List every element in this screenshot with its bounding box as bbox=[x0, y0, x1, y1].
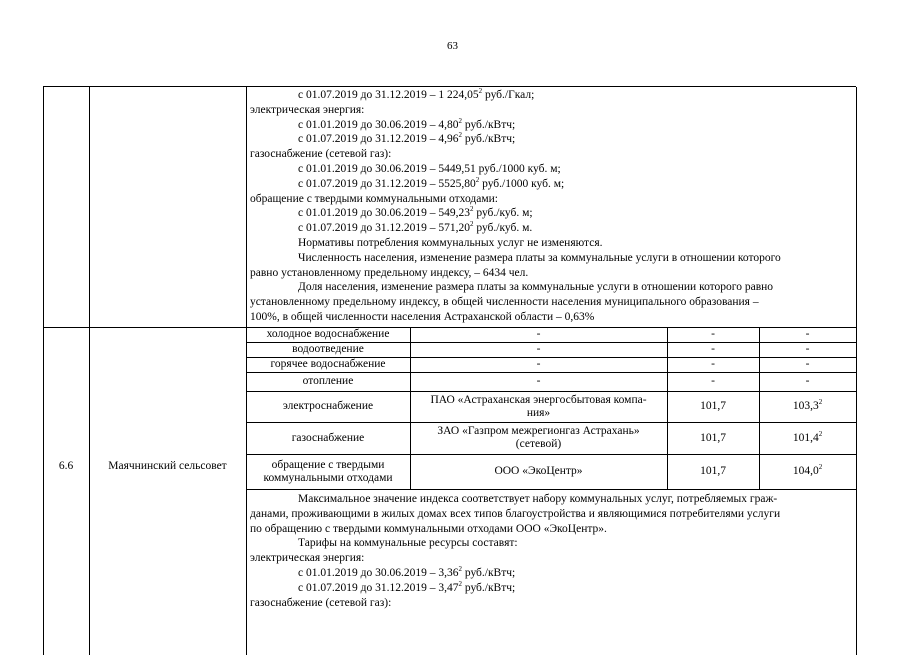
top-block-line-text: с 01.07.2019 до 31.12.2019 – 4,96 bbox=[298, 133, 459, 146]
service-supplier-text: - bbox=[536, 358, 541, 370]
service-index-value bbox=[667, 358, 759, 371]
service-max-index-value-text: - bbox=[805, 343, 810, 355]
service-supplier-text: ПАО «Астраханская энергосбытовая компа- bbox=[430, 393, 647, 406]
service-name-text: отопление bbox=[302, 375, 354, 387]
bottom-block-line bbox=[298, 536, 518, 550]
footnote-marker: 2 bbox=[469, 220, 474, 229]
bottom-block-line-text: с 01.01.2019 до 30.06.2019 – 3,36 bbox=[298, 567, 459, 579]
footnote-marker: 2 bbox=[475, 175, 480, 184]
top-block-line bbox=[298, 206, 533, 220]
bottom-block-line bbox=[250, 596, 391, 610]
service-max-index-value bbox=[759, 429, 856, 445]
service-max-index-value bbox=[759, 375, 856, 388]
bottom-block-line-unit: руб./кВтч; bbox=[461, 567, 516, 579]
top-block-line bbox=[298, 118, 515, 132]
service-index-value bbox=[667, 343, 759, 356]
top-block-line-text: с 01.07.2019 до 31.12.2019 – 5525,80 bbox=[298, 177, 476, 190]
bottom-block-line bbox=[250, 522, 607, 536]
top-block-line bbox=[250, 192, 498, 206]
service-supplier-text: (сетевой) bbox=[515, 438, 562, 450]
service-index-value bbox=[667, 328, 759, 341]
service-supplier bbox=[410, 394, 667, 420]
top-block-line bbox=[298, 88, 534, 102]
top-block-line-unit: руб./кВтч; bbox=[461, 133, 516, 146]
top-block-line-text: установленному предельному индексу, в общей численности населения муниципального образования – bbox=[250, 296, 759, 309]
top-block-line-text: обращение с твердыми коммунальными отходами: bbox=[250, 192, 498, 205]
service-supplier-text: ния» bbox=[526, 406, 551, 419]
service-name-text: газоснабжение bbox=[291, 431, 365, 444]
bottom-block-line-text: Тарифы на коммунальные ресурсы составят: bbox=[298, 537, 518, 550]
top-block-line-unit: руб./куб. м; bbox=[473, 207, 533, 220]
service-supplier-text: - bbox=[536, 328, 541, 340]
service-name bbox=[246, 400, 410, 413]
top-block-line-text: с 01.07.2019 до 31.12.2019 – 571,20 bbox=[298, 222, 470, 235]
service-name bbox=[246, 459, 410, 485]
top-block-line bbox=[250, 295, 759, 309]
top-block-line-text: с 01.07.2019 до 31.12.2019 – 1 224,05 bbox=[298, 89, 479, 101]
page-number: 63 bbox=[447, 40, 458, 52]
top-block-line bbox=[298, 162, 561, 176]
footnote-marker: 2 bbox=[469, 205, 474, 214]
service-supplier bbox=[410, 343, 667, 356]
service-max-index-value bbox=[759, 343, 856, 356]
bottom-block-line bbox=[250, 551, 364, 565]
top-block-line bbox=[298, 177, 564, 191]
footnote-marker: 2 bbox=[818, 429, 823, 438]
top-block-line-unit: руб./кВтч; bbox=[461, 118, 516, 131]
service-name-text: холодное водоснабжение bbox=[266, 328, 390, 340]
service-name-text: горячее водоснабжение bbox=[270, 358, 386, 370]
top-block-line-text: с 01.01.2019 до 30.06.2019 – 4,80 bbox=[298, 118, 459, 131]
top-block-line-text: с 01.01.2019 до 30.06.2019 – 5449,51 руб./1000 куб. м; bbox=[298, 163, 561, 175]
top-block-line bbox=[298, 280, 773, 294]
top-block-line bbox=[250, 147, 391, 161]
service-name bbox=[246, 432, 410, 445]
bottom-block-line-text: электрическая энергия: bbox=[250, 552, 365, 565]
top-block-line-unit: руб./куб. м. bbox=[473, 222, 533, 235]
service-max-index-value-text: 101,4$^2$ bbox=[792, 429, 823, 444]
top-block-line bbox=[298, 251, 781, 265]
footnote-marker: 2 bbox=[818, 463, 823, 472]
top-block-line-text: Доля населения, изменение размера платы за коммунальные услуги в отношении которого равно bbox=[298, 281, 774, 294]
bottom-block-line-text: Максимальное значение индекса соответствует набору коммунальных услуг, потребляемых граж- bbox=[298, 493, 778, 505]
service-name bbox=[246, 343, 410, 356]
top-block-line-text: Нормативы потребления коммунальных услуг не изменяются. bbox=[298, 237, 603, 249]
service-supplier-text: ООО «ЭкоЦентр» bbox=[494, 465, 583, 477]
service-max-index-value-text: - bbox=[805, 328, 810, 340]
service-index-value-text: - bbox=[711, 328, 715, 340]
service-index-value bbox=[667, 432, 759, 445]
top-block-line bbox=[250, 310, 594, 324]
service-name-text: обращение с твердыми bbox=[271, 458, 385, 471]
footnote-marker: 2 bbox=[818, 398, 823, 407]
service-max-index-value bbox=[759, 400, 856, 413]
row-number: 6.6 bbox=[58, 460, 74, 472]
service-index-value-text: 101,7 bbox=[700, 465, 726, 477]
top-block-line bbox=[298, 236, 603, 250]
service-index-value bbox=[667, 400, 759, 413]
bottom-block-line-unit: руб./кВтч; bbox=[461, 581, 516, 594]
service-index-value bbox=[667, 375, 759, 388]
bottom-block-line-text: с 01.07.2019 до 31.12.2019 – 3,47 bbox=[298, 581, 459, 594]
service-max-index-value bbox=[759, 328, 856, 341]
bottom-block-line bbox=[298, 581, 515, 595]
top-block-line-text: электрическая энергия: bbox=[250, 103, 365, 116]
top-block-line bbox=[298, 132, 515, 146]
service-max-index-value-text: - bbox=[805, 358, 810, 370]
top-block-line bbox=[250, 103, 364, 117]
service-supplier-text: ЗАО «Газпром межрегионгаз Астрахань» bbox=[437, 425, 640, 437]
service-supplier-text: - bbox=[536, 343, 541, 355]
service-supplier-text: - bbox=[536, 375, 541, 387]
service-max-index-value bbox=[759, 465, 856, 478]
municipality-name: Маячнинский сельсовет bbox=[108, 460, 227, 472]
top-block-line-text: Численность населения, изменение размера платы за коммунальные услуги в отношении которого bbox=[298, 251, 781, 264]
top-block-line-unit: руб./1000 куб. м; bbox=[479, 177, 565, 190]
top-block-line-text: с 01.01.2019 до 30.06.2019 – 549,23 bbox=[298, 207, 470, 220]
top-block-line bbox=[250, 266, 528, 280]
bottom-block-line bbox=[298, 492, 777, 506]
service-name bbox=[246, 375, 410, 388]
service-index-value-text: 101,7 bbox=[700, 400, 726, 412]
bottom-block-line-text: по обращению с твердыми коммунальными отходами ООО «ЭкоЦентр». bbox=[250, 522, 607, 535]
service-max-index-value bbox=[759, 358, 856, 371]
footnote-marker: 2 bbox=[458, 131, 462, 140]
service-max-index-value-text: 104,0$^2$ bbox=[792, 463, 823, 477]
tariff-table bbox=[43, 86, 856, 655]
service-supplier bbox=[410, 375, 667, 388]
service-name-text: электроснабжение bbox=[282, 400, 374, 412]
service-index-value-text: - bbox=[711, 343, 715, 355]
top-block-line-text: газоснабжение (сетевой газ): bbox=[250, 148, 392, 161]
service-name-text: коммунальными отходами bbox=[263, 471, 393, 484]
bottom-block-line bbox=[298, 566, 515, 580]
service-index-value-text: - bbox=[711, 375, 715, 387]
service-supplier bbox=[410, 328, 667, 341]
footnote-marker: 2 bbox=[458, 579, 462, 588]
service-index-value-text: 101,7 bbox=[700, 431, 726, 444]
service-index-value bbox=[667, 465, 759, 478]
service-supplier bbox=[410, 425, 667, 451]
bottom-block-line-text: газоснабжение (сетевой газ): bbox=[250, 596, 392, 609]
service-name-text: водоотведение bbox=[292, 343, 364, 355]
top-block-line-text: равно установленному предельному индексу, – 6434 чел. bbox=[250, 266, 529, 279]
top-block-line-text: 100%, в общей численности населения Астраханской области – 0,63% bbox=[250, 311, 595, 323]
service-index-value-text: - bbox=[711, 358, 715, 370]
service-name bbox=[246, 358, 410, 371]
service-supplier bbox=[410, 465, 667, 478]
bottom-block-line-text: данами, проживающими в жилых домах всех типов благоустройства и являющимися потребителями услуги bbox=[250, 507, 781, 520]
footnote-marker: 2 bbox=[478, 87, 483, 96]
service-name bbox=[246, 328, 410, 341]
service-max-index-value-text: 103,3$^2$ bbox=[792, 398, 823, 412]
footnote-marker: 2 bbox=[458, 116, 462, 125]
footnote-marker: 2 bbox=[458, 565, 462, 574]
service-supplier bbox=[410, 358, 667, 371]
top-block-line-unit: руб./Гкал; bbox=[482, 89, 535, 101]
bottom-block-line bbox=[250, 507, 780, 521]
service-max-index-value-text: - bbox=[805, 375, 810, 387]
top-block-line bbox=[298, 221, 532, 235]
